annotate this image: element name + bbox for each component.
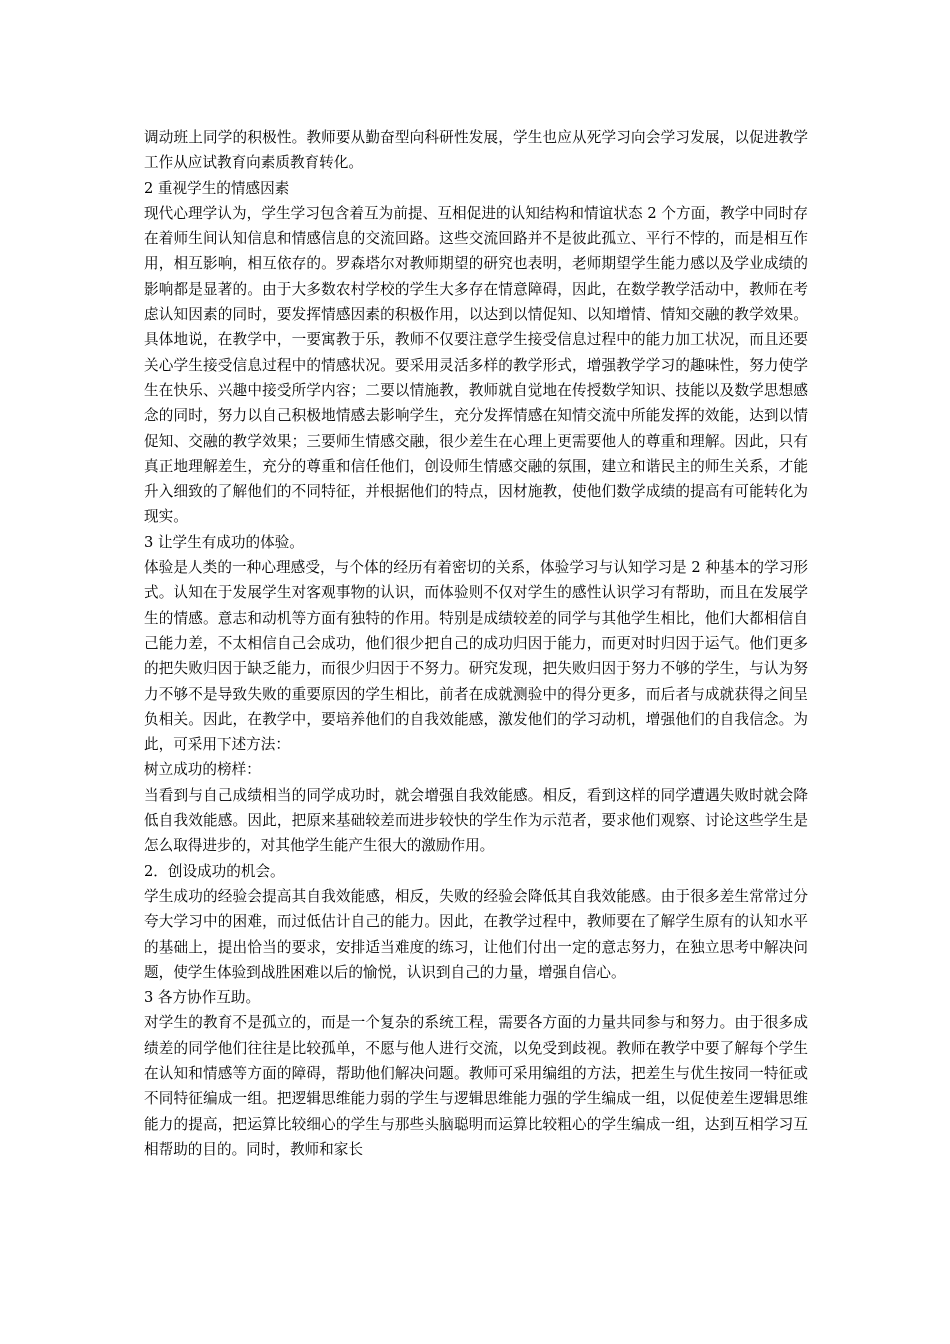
subheading-opportunity: 2．创设成功的机会。 bbox=[144, 862, 285, 880]
document-body bbox=[144, 125, 808, 1162]
paragraph-cooperation: 对学生的教育不是孤立的，而是一个复杂的系统工程，需要各方面的力量共同参与和努力。由于很多成绩差的同学他们往往是比较孤单，不愿与他人进行交流，以免受到歧视。教师在教学中要了解每个学生在认知和情感等方面的障碍，帮助他们解决问题。教师可采用编组的方法，把差生与优生按同一特征或不同特征编成一组。把逻辑思维能力弱的学生与逻辑思维能力强的学生编成一组，以促使差生逻辑思维能力的提高，把运算比较细心的学生与那些头脑聪明而运算比较粗心的学生编成一组，达到互相学习互相帮助的目的。同时，教师和家长 bbox=[144, 1014, 808, 1158]
section-heading-success: 3 让学生有成功的体验。 bbox=[144, 533, 304, 551]
paragraph-opportunity: 学生成功的经验会提高其自我效能感，相反，失败的经验会降低其自我效能感。由于很多差生常常过分夸大学习中的困难，而过低估计自己的能力。因此，在教学过程中，教师要在了解学生原有的认知水平的基础上，提出恰当的要求，安排适当难度的练习，让他们付出一定的意志努力，在独立思考中解决问题，使学生体验到战胜困难以后的愉悦，认识到自己的力量，增强自信心。 bbox=[144, 887, 808, 981]
subheading-role-model: 树立成功的榜样： bbox=[144, 761, 261, 779]
section-heading-emotion: 2 重视学生的情感因素 bbox=[144, 179, 290, 197]
paragraph-role-model: 当看到与自己成绩相当的同学成功时，就会增强自我效能感。相反，看到这样的同学遭遇失败时就会降低自我效能感。因此，把原来基础较差而进步较快的学生作为示范者，要求他们观察、讨论这些学生是怎么取得进步的，对其他学生能产生很大的激励作用。 bbox=[144, 786, 808, 855]
paragraph-emotion: 现代心理学认为，学生学习包含着互为前提、互相促进的认知结构和情谊状态 2 个方面，教学中同时存在着师生间认知信息和情感信息的交流回路。这些交流回路并不是彼此孤立、平行不悖的，而是相互作用，相互影响，相互依存的。罗森塔尔对教师期望的研究也表明，老师期望学生能力感以及学业成绩的影响都是显著的。由于大多数农村学校的学生大多存在情意障碍，因此，在数学教学活动中，教师在考虑认知因素的同时，要发挥情感因素的积极作用，以达到以情促知、以知增情、情知交融的教学效果。具体地说，在教学中，一要寓教于乐，教师不仅要注意学生接受信息过程中的能力加工状况，而且还要关心学生接受信息过程中的情感状况。要采用灵活多样的教学形式，增强教学学习的趣味性，努力使学生在快乐、兴趣中接受所学内容；二要以情施教，教师就自觉地在传授数学知识、技能以及数学思想感念的同时，努力以自己积极地情感去影响学生，充分发挥情感在知情交流中所能发挥的效能，达到以情促知、交融的教学效果；三要师生情感交融，很少差生在心理上更需要他人的尊重和理解。因此，只有真正地理解差生，充分的尊重和信任他们，创设师生情感交融的氛围，建立和谐民主的师生关系，才能升入细致的了解他们的不同特征，并根据他们的特点，因材施教，使他们数学成绩的提高有可能转化为现实。 bbox=[144, 204, 808, 526]
paragraph-success: 体验是人类的一种心理感受，与个体的经历有着密切的关系，体验学习与认知学习是 2 种基本的学习形式。认知在于发展学生对客观事物的认识，而体验则不仅对学生的感性认识学习有帮助，而且在发展学生的情感。意志和动机等方面有独特的作用。特别是成绩较差的同学与其他学生相比，他们大都相信自己能力差，不太相信自己会成功，他们很少把自己的成功归因于能力，而更对时归因于运气。他们更多的把失败归因于缺乏能力，而很少归因于不努力。研究发现，把失败归因于努力不够的学生，与认为努力不够不是导致失败的重要原因的学生相比，前者在成就测验中的得分更多，而后者与成就获得之间呈负相关。因此，在教学中，要培养他们的自我效能感，激发他们的学习动机，增强他们的自我信念。为此，可采用下述方法： bbox=[144, 559, 808, 754]
section-heading-cooperation: 3 各方协作互助。 bbox=[144, 989, 261, 1007]
paragraph-intro: 调动班上同学的积极性。教师要从勤奋型向科研性发展，学生也应从死学习向会学习发展，以促进教学工作从应试教育向素质教育转化。 bbox=[144, 129, 808, 172]
